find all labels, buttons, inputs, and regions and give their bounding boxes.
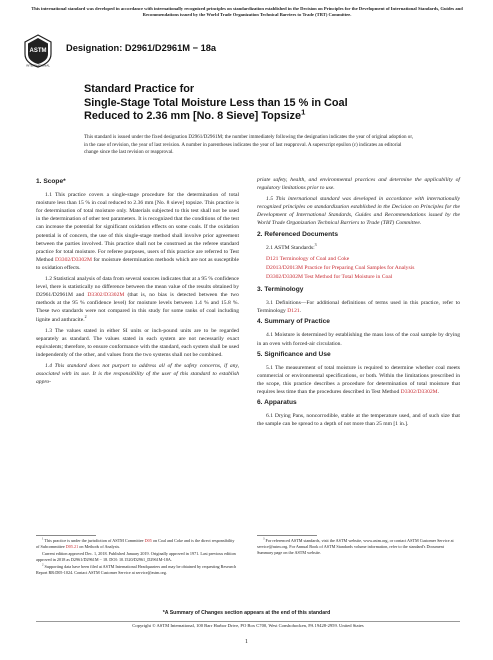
link-d05[interactable]: D05 bbox=[144, 538, 152, 543]
reference-d2013: D2013/D2013M Practice for Preparing Coal Samples for Analysis bbox=[266, 264, 415, 271]
footnote-3: $^3$ For referenced ASTM standards, visit the ASTM website, www.astm.org, or contact ASTM Customer Service at service@astm.org. For Annual Book of ASTM Standards volume information, refer to the standard's Document Summary page on the ASTM website. bbox=[257, 536, 454, 555]
paragraph-1-3: 1.3 The values stated in either SI units or inch-pound units are to be regarded separately as standard. The values stated in each system are not necessarily exact equivalents; therefore, to ensure conformance with the standard, each system shall be used independently of the other, and values from the two systems shall not be combined. bbox=[36, 327, 239, 358]
paragraph-1-2: 1.2 Statistical analysis of data from several sources indicates that at a 95 % confidence level, there is statistically no difference between the mean value of the results obtained by D2961/D2961M and D3302/D3302M (that is, no bias is detected between the two methods at the 95 % confidence level) for moisture levels between 1.4 % and 15.8 %. These two standards were not compared in this study for some ranks of coal including lignite and anthracite.$^2$ bbox=[36, 276, 239, 323]
left-column bbox=[36, 176, 239, 389]
footnote-1: $^1$ This practice is under the jurisdiction of ASTM Committee D05 on Coal and Coke and is the direct responsibility of Subcommittee D05.21 on Methods of Analysis. bbox=[36, 536, 235, 549]
reference-d121: D121 Terminology of Coal and Coke bbox=[266, 255, 350, 262]
tbt-notice: This international standard was developed in accordance with internationally recognized principles on standardization established in the Decision on Principles for the Development of International Standards, Guides and Recommendations issued by the World Trade Organization Technical Barriers to Trade (TBT) Committee. bbox=[31, 6, 463, 18]
title-line-1: Standard Practice for bbox=[84, 83, 195, 95]
paragraph-1-4-continued: priate safety, health, and environmental practices and determine the applicability of regulatory limitations prior to use. bbox=[257, 177, 460, 192]
link-d3302[interactable]: D3302/D3302M bbox=[400, 388, 438, 395]
title-line-2: Single-Stage Total Moisture Less than 15 % in Coal bbox=[84, 96, 348, 109]
section-heading-terminology: 3. Terminology bbox=[257, 286, 304, 294]
footnote-2: $^2$ Supporting data have been filed at ASTM International Headquarters and may be obtained by requesting Research Report RR:D05-1024. Contact ASTM Customer Service at service@astm.org. bbox=[36, 562, 237, 575]
paragraph-1-5: 1.5 This international standard was developed in accordance with internationally recognized principles on standardization established in the Decision on Principles for the Development of International Standards, Guides and Recommendations issued by the World Trade Organization Technical Barriers to Trade (TBT) Committee. bbox=[257, 196, 460, 227]
document-title bbox=[84, 83, 424, 124]
paragraph-4-1: 4.1 Moisture is determined by establishing the mass loss of the coal sample by drying in an oven with forced-air circulation. bbox=[257, 332, 460, 347]
issuance-note: This standard is issued under the fixed designation D2961/D2961M; the number immediately following the designation indicates the year of original adoption or, in the case of revision, the year of last revision. A number in parentheses indicates the year of last reapproval. A superscript epsilon (ε) indicates an editorial change since the last revision or reapproval. bbox=[84, 134, 414, 155]
title-footnote-mark: 1 bbox=[301, 107, 306, 117]
paragraph-2-1: 2.1 ASTM Standards:$^3$ bbox=[266, 242, 317, 251]
section-heading-apparatus: 6. Apparatus bbox=[257, 399, 297, 407]
paragraph-3-1: 3.1 Definitions—For additional definitions of terms used in this practice, refer to Terminology D121. bbox=[257, 300, 460, 315]
footnote-1-edition: Current edition approved Dec. 1, 2018. Published January 2019. Originally approved in 1971. Last previous edition approved in 2018 as D2961/D2961M − 18. DOI: 10.1520/D2961_D2961M-18A. bbox=[36, 550, 236, 562]
paragraph-6-1: 6.1 Drying Pans, noncorrodible, stable at the temperature used, and of such size that the sample can be spread to a depth of not more than 25 mm [1 in.]. bbox=[257, 413, 460, 428]
link-d05-21[interactable]: D05.21 bbox=[65, 543, 79, 549]
svg-text:INTERNATIONAL: INTERNATIONAL bbox=[26, 63, 50, 68]
footnote-rule-right bbox=[257, 535, 317, 536]
copyright-line: Copyright © ASTM International, 100 Barr Harbor Drive, PO Box C700, West Conshohocken, PA 19428-2959. United States bbox=[132, 623, 364, 628]
section-heading-scope: 1. Scope* bbox=[36, 178, 66, 185]
designation: Designation: D2961/D2961M − 18a bbox=[66, 43, 217, 53]
paragraph-1-4: 1.4 This standard does not purport to address all of the safety concerns, if any, associated with its use. It is the responsibility of the user of this standard to establish appro- bbox=[36, 362, 239, 386]
link-d3302[interactable]: D3302/D3302M bbox=[87, 292, 125, 299]
right-column bbox=[257, 176, 460, 431]
reference-d3302: D3302/D3302M Test Method for Total Moisture in Coal bbox=[266, 273, 393, 280]
link-d121[interactable]: D121 bbox=[287, 308, 300, 315]
footnotes-left bbox=[36, 538, 239, 575]
copyright-divider bbox=[36, 621, 460, 622]
svg-text:ASTM: ASTM bbox=[29, 48, 47, 54]
link-d3302[interactable]: D3302/D3302M bbox=[54, 256, 92, 263]
footnote-rule-left bbox=[36, 535, 96, 536]
section-heading-references: 2. Referenced Documents bbox=[257, 230, 338, 238]
paragraph-5-1: 5.1 The measurement of total moisture is required to determine whether coal meets commercial or environmental specifications, or both. Within the limitations prescribed in the scope, this practice describes a procedure for determination of total moisture that requires less time than the procedures described in Test Method D3302/D3302M. bbox=[257, 364, 460, 395]
section-heading-summary: 4. Summary of Practice bbox=[257, 318, 330, 326]
link-d121[interactable]: D121 bbox=[266, 255, 279, 262]
title-line-3: Reduced to 2.36 mm [No. 8 Sieve] Topsize$^1$ bbox=[84, 107, 306, 122]
summary-of-changes-notice: *A Summary of Changes section appears at the end of this standard bbox=[162, 610, 331, 616]
page-number: 1 bbox=[245, 639, 248, 645]
paragraph-1-1: 1.1 This practice covers a single-stage procedure for the determination of total moisture less than 15 % in coal reduced to 2.36 mm [No. 8 sieve] topsize. This practice is for determination of total moisture only. Materials subjected to this test shall not be used in the determination of other test parameters. It is recognized that the conditions of the test can increase the potential for significant oxidation effects on some coals. If the oxidation potential is of concern, the use of this single-stage method shall involve prior agreement between the parties involved. This practice shall not be construed as the referee standard practice for total moisture. For referee purposes, users of this practice are referred to Test Method D3302/D3302M for moisture determination methods which are not as susceptible to oxidation effects. bbox=[36, 192, 239, 271]
link-d2013[interactable]: D2013/D2013M bbox=[266, 264, 303, 271]
astm-logo bbox=[24, 34, 52, 68]
section-heading-significance: 5. Significance and Use bbox=[257, 350, 331, 358]
link-d3302[interactable]: D3302/D3302M bbox=[266, 273, 303, 280]
